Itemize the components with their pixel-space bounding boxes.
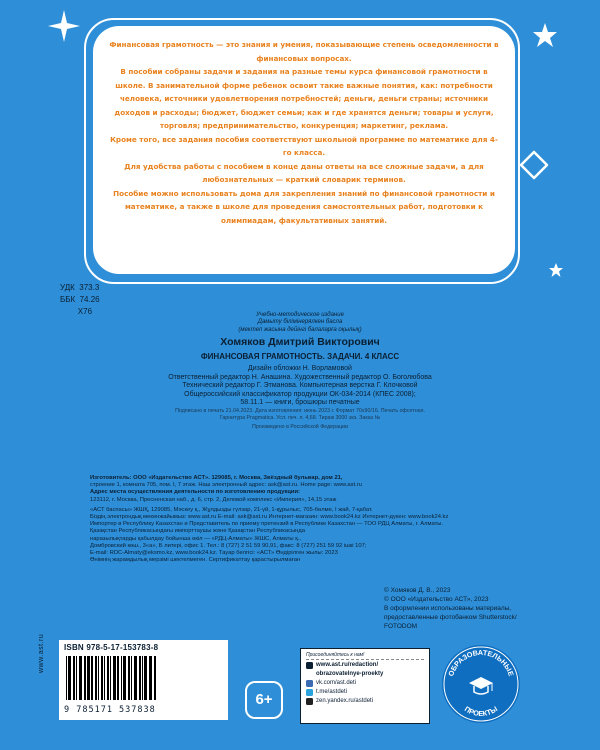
annotation-paragraph: Финансовая грамотность — это знания и умения, показывающие степень осведомленности в финансовых вопросах. bbox=[109, 40, 499, 63]
copyright-block bbox=[384, 586, 574, 631]
annotation-paragraph: В пособии собраны задачи и задания на разные темы курса финансовой грамотности в школе. В занимательной форме ребенок освоит такие важные понятия, как: потребности человека, источники удовлетворения потребностей; деньги, деньги страны; источники доходов и расходы; бюджет, бюджет семьи; как и где хранятся деньги; товары и услуги, торговля; предпринимательство, конкуренция; маркетинг, реклама. bbox=[114, 67, 494, 130]
manufacturer-line: «АСТ баспасы» ЖШҚ, 129085, Мәскеу қ., Жұлдызды гүлзар, 21-үй, 1-құрылыс, 705-бөлме, I жай, 7-қабат. bbox=[90, 506, 373, 513]
copyright-line: FOTODOM bbox=[384, 623, 418, 630]
decoration-diamond-icon bbox=[519, 150, 549, 180]
barcode-bar bbox=[110, 656, 111, 700]
social-link-text: obrazovatelnye-proekty bbox=[316, 671, 384, 677]
annotation-paragraph: Кроме того, все задания пособия соответствуют школьной программе по математике для 4-го класса. bbox=[110, 134, 498, 157]
barcode-bar bbox=[123, 656, 126, 700]
age-rating-badge: 6+ bbox=[245, 681, 283, 719]
barcode-bar bbox=[84, 656, 86, 700]
tech-editor-credit: Технический редактор Г. Этманова. Компьютерная верстка Г. Клочковой bbox=[182, 382, 418, 390]
age-note-kz: (мектеп жасына дейiнгi балаларға оқылық) bbox=[238, 326, 362, 333]
barcode-bar bbox=[87, 656, 90, 700]
barcode-bar bbox=[131, 656, 132, 700]
social-link[interactable] bbox=[306, 679, 424, 688]
udc-code: УДК 373.3 bbox=[60, 283, 100, 292]
annotation-card bbox=[93, 26, 515, 274]
barcode-bar bbox=[68, 656, 71, 700]
manufacturer-line: Өнімнің жарамдылық мерзімі шектелмеген. Сертификаттау қарастырылмаған bbox=[90, 557, 301, 564]
barcode-bar bbox=[113, 656, 116, 700]
manufacturer-line: Импортер в Республику Казахстан и Представитель по приему претензий в Республике Казахстан — ТОО РДЦ Алматы, г. Алматы. bbox=[90, 521, 444, 528]
web-icon bbox=[306, 662, 313, 669]
barcode-bar bbox=[154, 656, 156, 700]
copyright-line: предоставленные фотобанком Shutterstock/ bbox=[384, 614, 517, 621]
author-name: Хомяков Дмитрий Викторович bbox=[220, 336, 380, 349]
author-code: Х76 bbox=[60, 307, 93, 316]
barcode-bar bbox=[73, 656, 75, 700]
barcode-bar bbox=[79, 656, 82, 700]
social-link-text: zen.yandex.ru/astdeti bbox=[316, 698, 374, 704]
manufacturer-line: строение 1, комната 705, пом. I, 7 этаж. Наш электронный адрес: ask@ast.ru. Home page: www.ast.ru bbox=[90, 482, 362, 489]
product-classifier-code: 58.11.1 — книги, брошюры печатные bbox=[240, 399, 360, 407]
imprint-block bbox=[155, 312, 445, 431]
barcode-bar bbox=[142, 656, 143, 700]
copyright-line: © Хомяков Д. В., 2023 bbox=[384, 587, 451, 594]
social-header: Присоединяйтесь к нам! bbox=[306, 652, 424, 660]
barcode-bar bbox=[98, 656, 99, 700]
isbn-number: ISBN 978-5-17-153783-8 bbox=[64, 643, 159, 652]
barcode-bar bbox=[144, 656, 147, 700]
social-link-text: vk.com/ast.deti bbox=[316, 680, 357, 686]
social-link[interactable] bbox=[306, 670, 424, 679]
barcode-bar bbox=[101, 656, 103, 700]
svg-text:ОБРАЗОВАТЕЛЬНЫЕ bbox=[446, 648, 516, 678]
social-link[interactable] bbox=[306, 661, 424, 670]
barcode-bar bbox=[91, 656, 93, 700]
vk-icon bbox=[306, 680, 313, 687]
graduation-cap-icon bbox=[469, 677, 493, 689]
book-title: ФИНАНСОВАЯ ГРАМОТНОСТЬ. ЗАДАЧИ. 4 КЛАСС bbox=[200, 352, 400, 362]
logo-text: ОБРАЗОВАТЕЛЬНЫЕ bbox=[446, 647, 516, 678]
social-link[interactable] bbox=[306, 697, 424, 706]
barcode-bar bbox=[76, 656, 77, 700]
barcode-bar bbox=[104, 656, 105, 700]
educational-projects-logo bbox=[442, 645, 520, 723]
social-link-text: t.me/astdeti bbox=[316, 689, 348, 695]
barcode-bar bbox=[134, 656, 137, 700]
manufacturer-line: Қазақстан Республикасындағы импорттаушы және Қазақстан Республикасында bbox=[90, 528, 305, 535]
copyright-line: В оформлении использованы материалы, bbox=[384, 605, 512, 612]
annotation-paragraph: Пособие можно использовать дома для закрепления знаний по финансовой грамотности и математике, а также в школе для проведения самостоятельных работ, подготовки к олимпиадам, факультативных занятий. bbox=[113, 188, 495, 225]
barcode-bar bbox=[139, 656, 141, 700]
made-in: Произведено в Российской Федерации bbox=[252, 424, 348, 431]
social-link[interactable] bbox=[306, 688, 424, 697]
barcode-bar bbox=[149, 656, 152, 700]
barcode-digits: 9 785171 537838 bbox=[64, 705, 156, 715]
decoration-star-icon bbox=[548, 262, 564, 278]
edition-type-kz: Дамыту бiлiмiнерялкен басла bbox=[257, 319, 343, 326]
manufacturer-line: Изготовитель: ООО «Издательство АСТ». 129085, г. Москва, Звёздный бульвар, дом 21, bbox=[90, 475, 343, 481]
cover-design-credit: Дизайн обложки Н. Ворламовой bbox=[248, 365, 352, 373]
manufacturer-line: наразылықтарды қабылдау бойынша өкіл — «РДЦ-Алматы» ЖШС, Алматы қ., bbox=[90, 535, 301, 542]
decoration-sparkle-icon bbox=[44, 6, 84, 46]
barcode-bar bbox=[121, 656, 122, 700]
barcode-bar bbox=[107, 656, 109, 700]
manufacturer-line: Домбровский көш., 3«а», Б литері, офис 1. Тел.: 8 (727) 2 51 59 90,91, факс: 8 (727) 251 59 92 ішкі 107; bbox=[90, 542, 367, 549]
edition-type: Учебно-методическое издание bbox=[256, 312, 344, 318]
print-info: Подписано в печать 21.04.2023. Дата изготовления: июнь 2023 г. Формат 70х90/16. Печать офсетная. bbox=[175, 407, 425, 414]
telegram-icon bbox=[306, 689, 313, 696]
manufacturer-line: E-mail: RDC-Almaty@eksmo.kz, www.book24.kz. Тауар белгісі: «АСТ» Өндірілген жылы: 2023 bbox=[90, 550, 338, 557]
barcode-bar bbox=[95, 656, 97, 700]
manufacturer-line: Адрес места осуществления деятельности по изготовлению продукции: bbox=[90, 489, 300, 496]
classification-codes bbox=[60, 282, 100, 318]
print-info-2: Гарнитура Pragmatica. Усл. печ. л. 4,68. Тираж 3000 экз. Заказ № bbox=[219, 414, 381, 421]
svg-text:ПРОЕКТЫ: ПРОЕКТЫ bbox=[462, 704, 500, 719]
product-classifier: Общероссийский классификатор продукции ОК-034-2014 (КПЕС 2008); bbox=[184, 390, 416, 398]
manufacturer-line: Біздің электрондық мекенжайымыз: www.ast.ru E-mail: ask@ast.ru Интернет-магазин: www.book24.kz Интернет-дүкен: www.book24.kz bbox=[90, 514, 449, 521]
social-link-text: www.ast.ru/redaction/ bbox=[316, 662, 379, 668]
barcode-bar bbox=[66, 656, 67, 700]
manufacturer-block bbox=[90, 475, 500, 564]
barcode-bar bbox=[117, 656, 119, 700]
website-label: www.ast.ru bbox=[38, 633, 45, 673]
annotation-paragraph: Для удобства работы с пособием в конце даны ответы на все сложные задачи, а для любознательных — краткий словарик терминов. bbox=[124, 161, 484, 184]
zen-icon bbox=[306, 698, 313, 705]
barcode bbox=[64, 656, 223, 700]
decoration-star-icon bbox=[530, 20, 560, 50]
social-links-box bbox=[300, 648, 430, 724]
bbk-code: ББК 74.26 bbox=[60, 295, 100, 304]
logo-graphic bbox=[442, 645, 520, 723]
manufacturer-line: 123112, г. Москва, Пресненская наб., д. 6, стр. 2, Деловой комплекс «Империя», 14,15 этаж bbox=[90, 496, 337, 503]
editors-credit: Ответственный редактор Н. Анашина. Художественный редактор О. Боголюбова bbox=[168, 373, 432, 381]
copyright-line: © ООО «Издательство АСТ», 2023 bbox=[384, 596, 489, 603]
barcode-bar bbox=[128, 656, 130, 700]
